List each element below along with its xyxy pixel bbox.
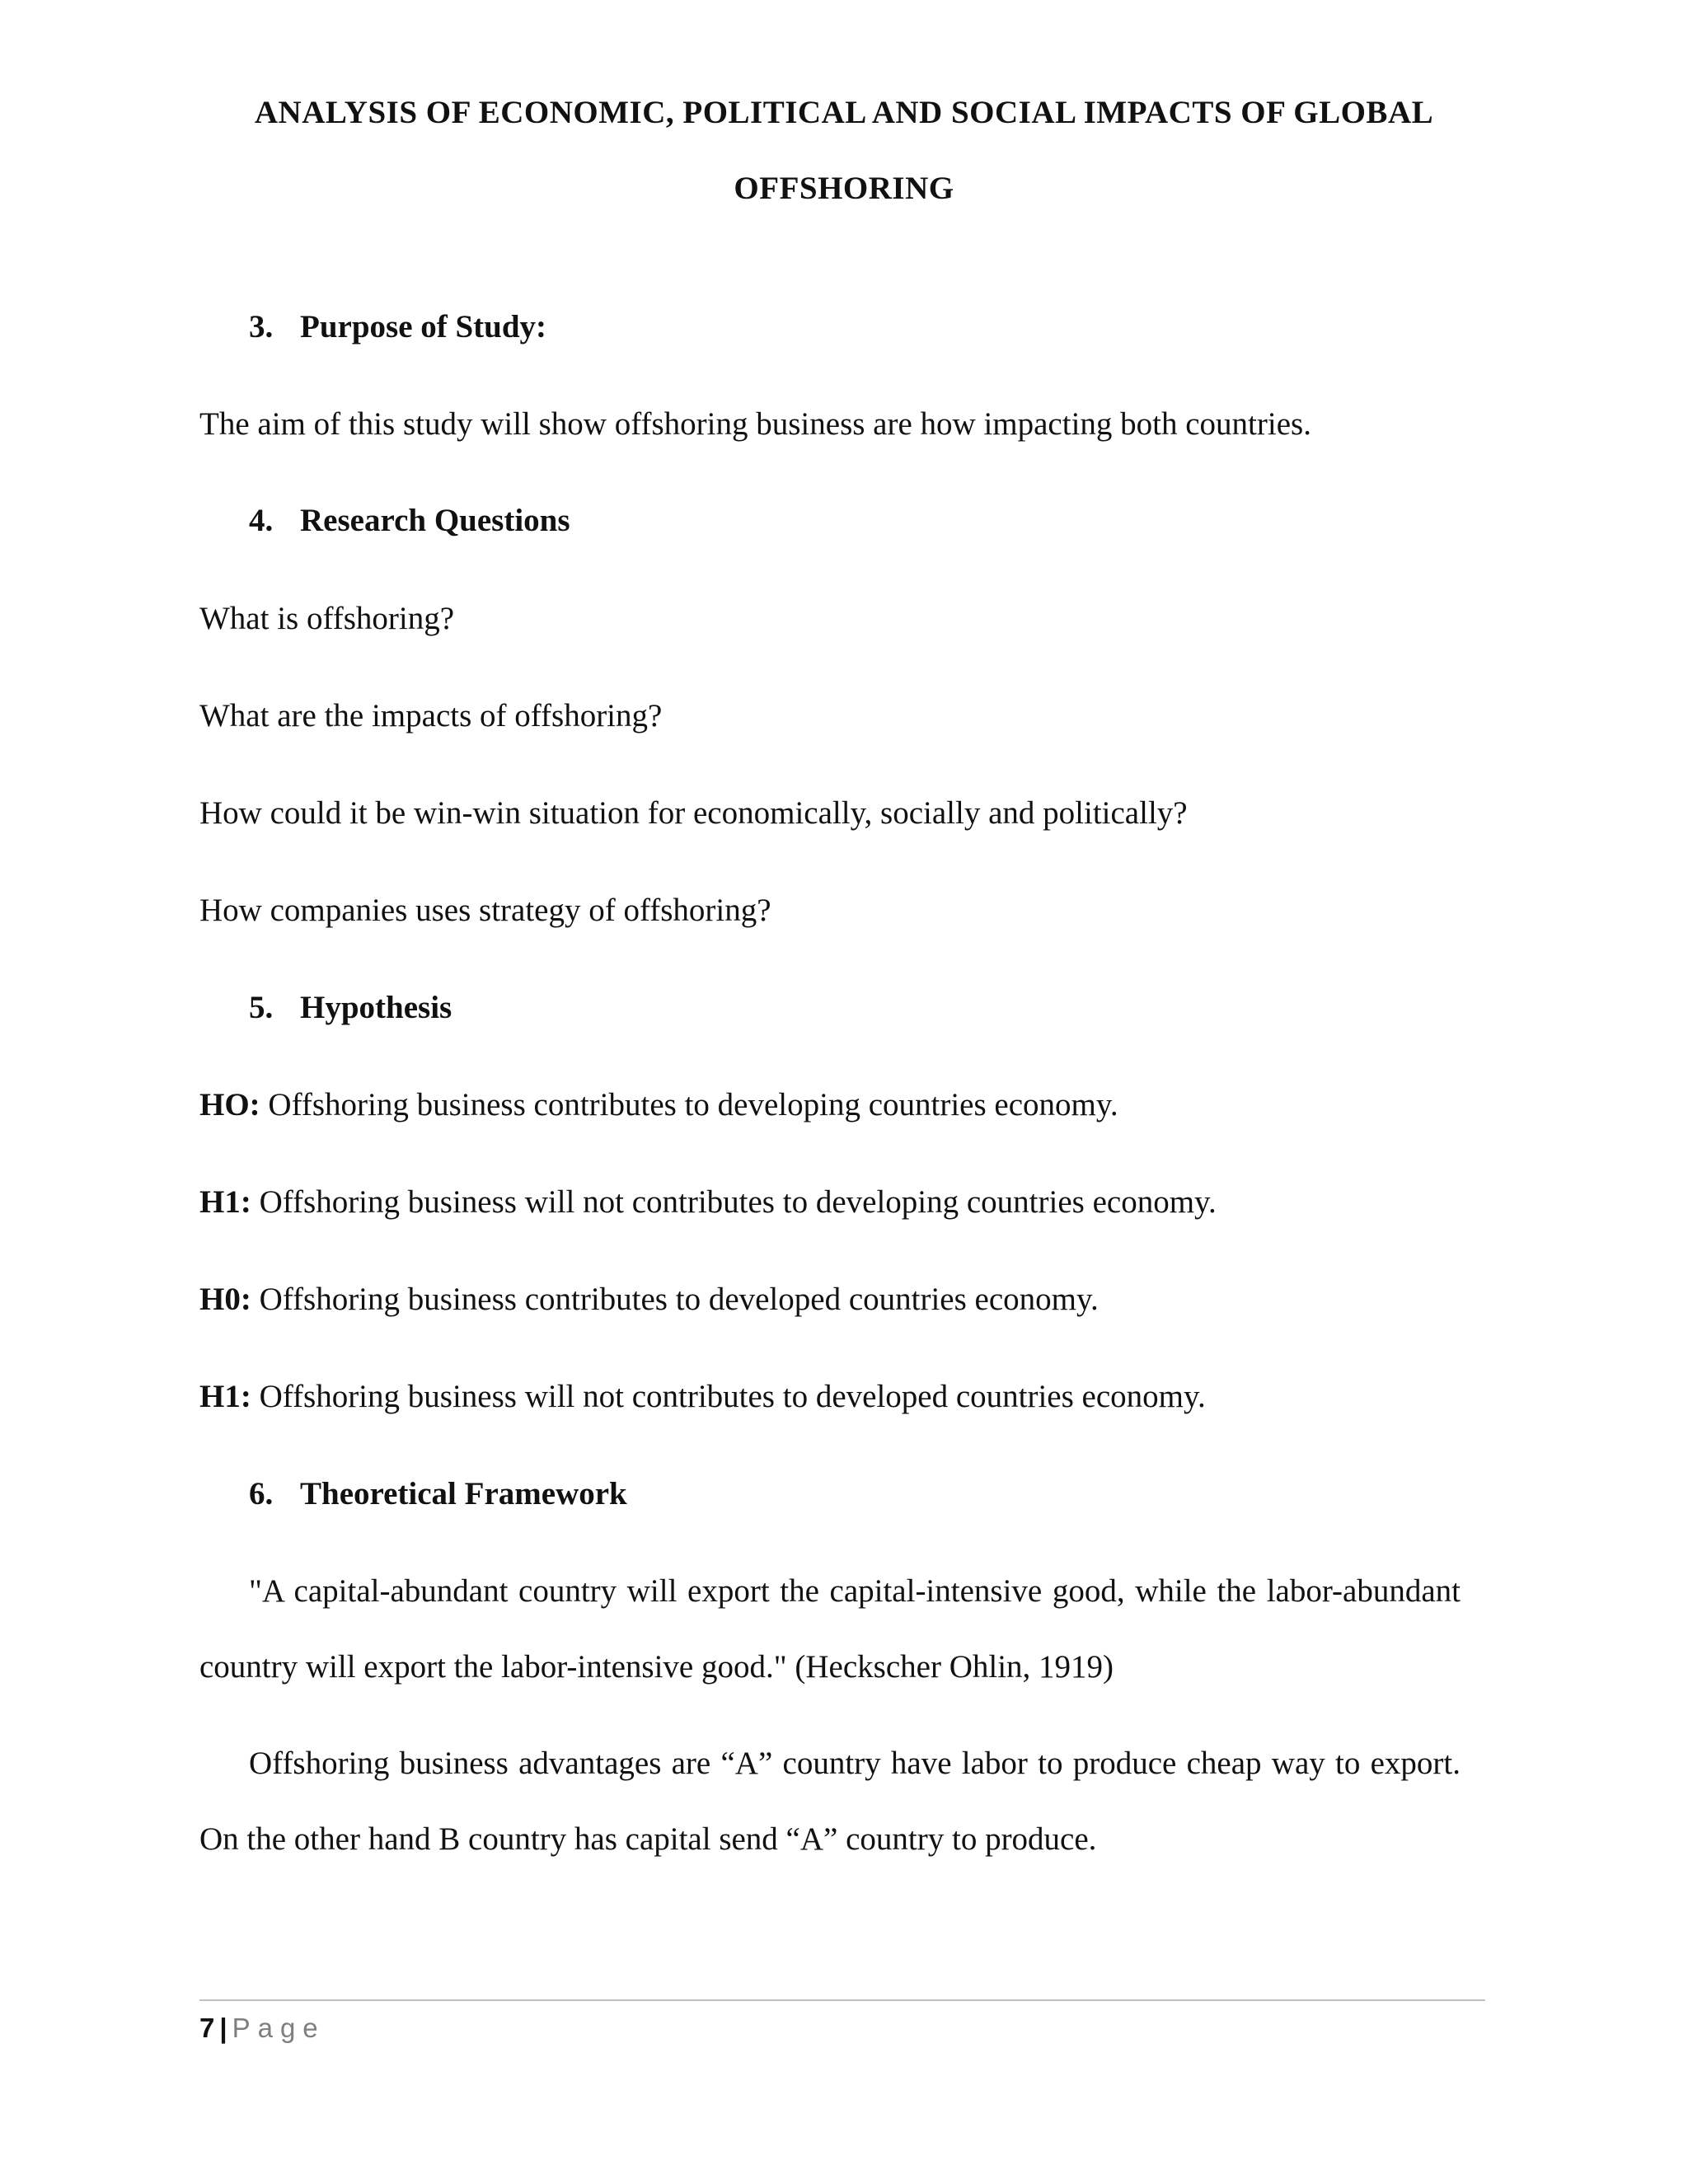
hypothesis-text: Offshoring business contributes to developing countries economy. <box>260 1087 1118 1122</box>
footer-divider <box>199 1999 1485 2001</box>
research-question: How could it be win-win situation for economically, socially and politically? <box>199 795 1188 831</box>
section-title: Theoretical Framework <box>300 1476 627 1511</box>
page-label: Page <box>232 2013 326 2043</box>
hypothesis-item <box>199 1378 1206 1415</box>
section-number: 3. <box>249 309 274 344</box>
section-purpose-heading <box>249 308 546 345</box>
page-number: 7 <box>199 2013 215 2043</box>
research-question: What are the impacts of offshoring? <box>199 698 663 733</box>
section-title: Hypothesis <box>300 990 452 1025</box>
hypothesis-text: Offshoring business will not contributes to developed countries economy. <box>251 1379 1206 1414</box>
section-number: 4. <box>249 503 274 538</box>
page-footer <box>199 2013 326 2044</box>
hypothesis-item <box>199 1183 1217 1221</box>
hypothesis-label: H1: <box>199 1184 251 1220</box>
title-line-1: ANALYSIS OF ECONOMIC, POLITICAL AND SOCIAL IMPACTS OF GLOBAL <box>254 95 1434 130</box>
hypothesis-text: Offshoring business contributes to developed countries economy. <box>251 1282 1099 1317</box>
research-question: How companies uses strategy of offshoring? <box>199 893 771 928</box>
section-framework-heading <box>249 1475 627 1512</box>
hypothesis-item <box>199 1086 1118 1123</box>
section-research-heading <box>249 502 570 539</box>
section-title: Purpose of Study: <box>300 309 547 344</box>
research-question: What is offshoring? <box>199 601 455 636</box>
framework-quote-line-2: country will export the labor-intensive good." (Heckscher Ohlin, 1919) <box>199 1649 1114 1685</box>
section-title: Research Questions <box>300 503 570 538</box>
framework-paragraph-line-1: Offshoring business advantages are “A” country have labor to produce cheap way to export. <box>249 1746 1461 1781</box>
section-number: 6. <box>249 1476 274 1511</box>
footer-separator: | <box>219 2013 227 2043</box>
hypothesis-label: HO: <box>199 1087 260 1122</box>
hypothesis-label: H0: <box>199 1282 251 1317</box>
purpose-text: The aim of this study will show offshoring business are how impacting both countries. <box>199 406 1311 442</box>
framework-quote-line-1: "A capital-abundant country will export the capital-intensive good, while the labor-abundant <box>249 1573 1461 1609</box>
section-hypothesis-heading <box>249 989 452 1026</box>
title-line-2: OFFSHORING <box>734 171 954 206</box>
hypothesis-label: H1: <box>199 1379 251 1414</box>
hypothesis-item <box>199 1281 1099 1318</box>
section-number: 5. <box>249 990 274 1025</box>
hypothesis-text: Offshoring business will not contributes to developing countries economy. <box>251 1184 1217 1220</box>
framework-paragraph-line-2: On the other hand B country has capital send “A” country to produce. <box>199 1821 1097 1857</box>
